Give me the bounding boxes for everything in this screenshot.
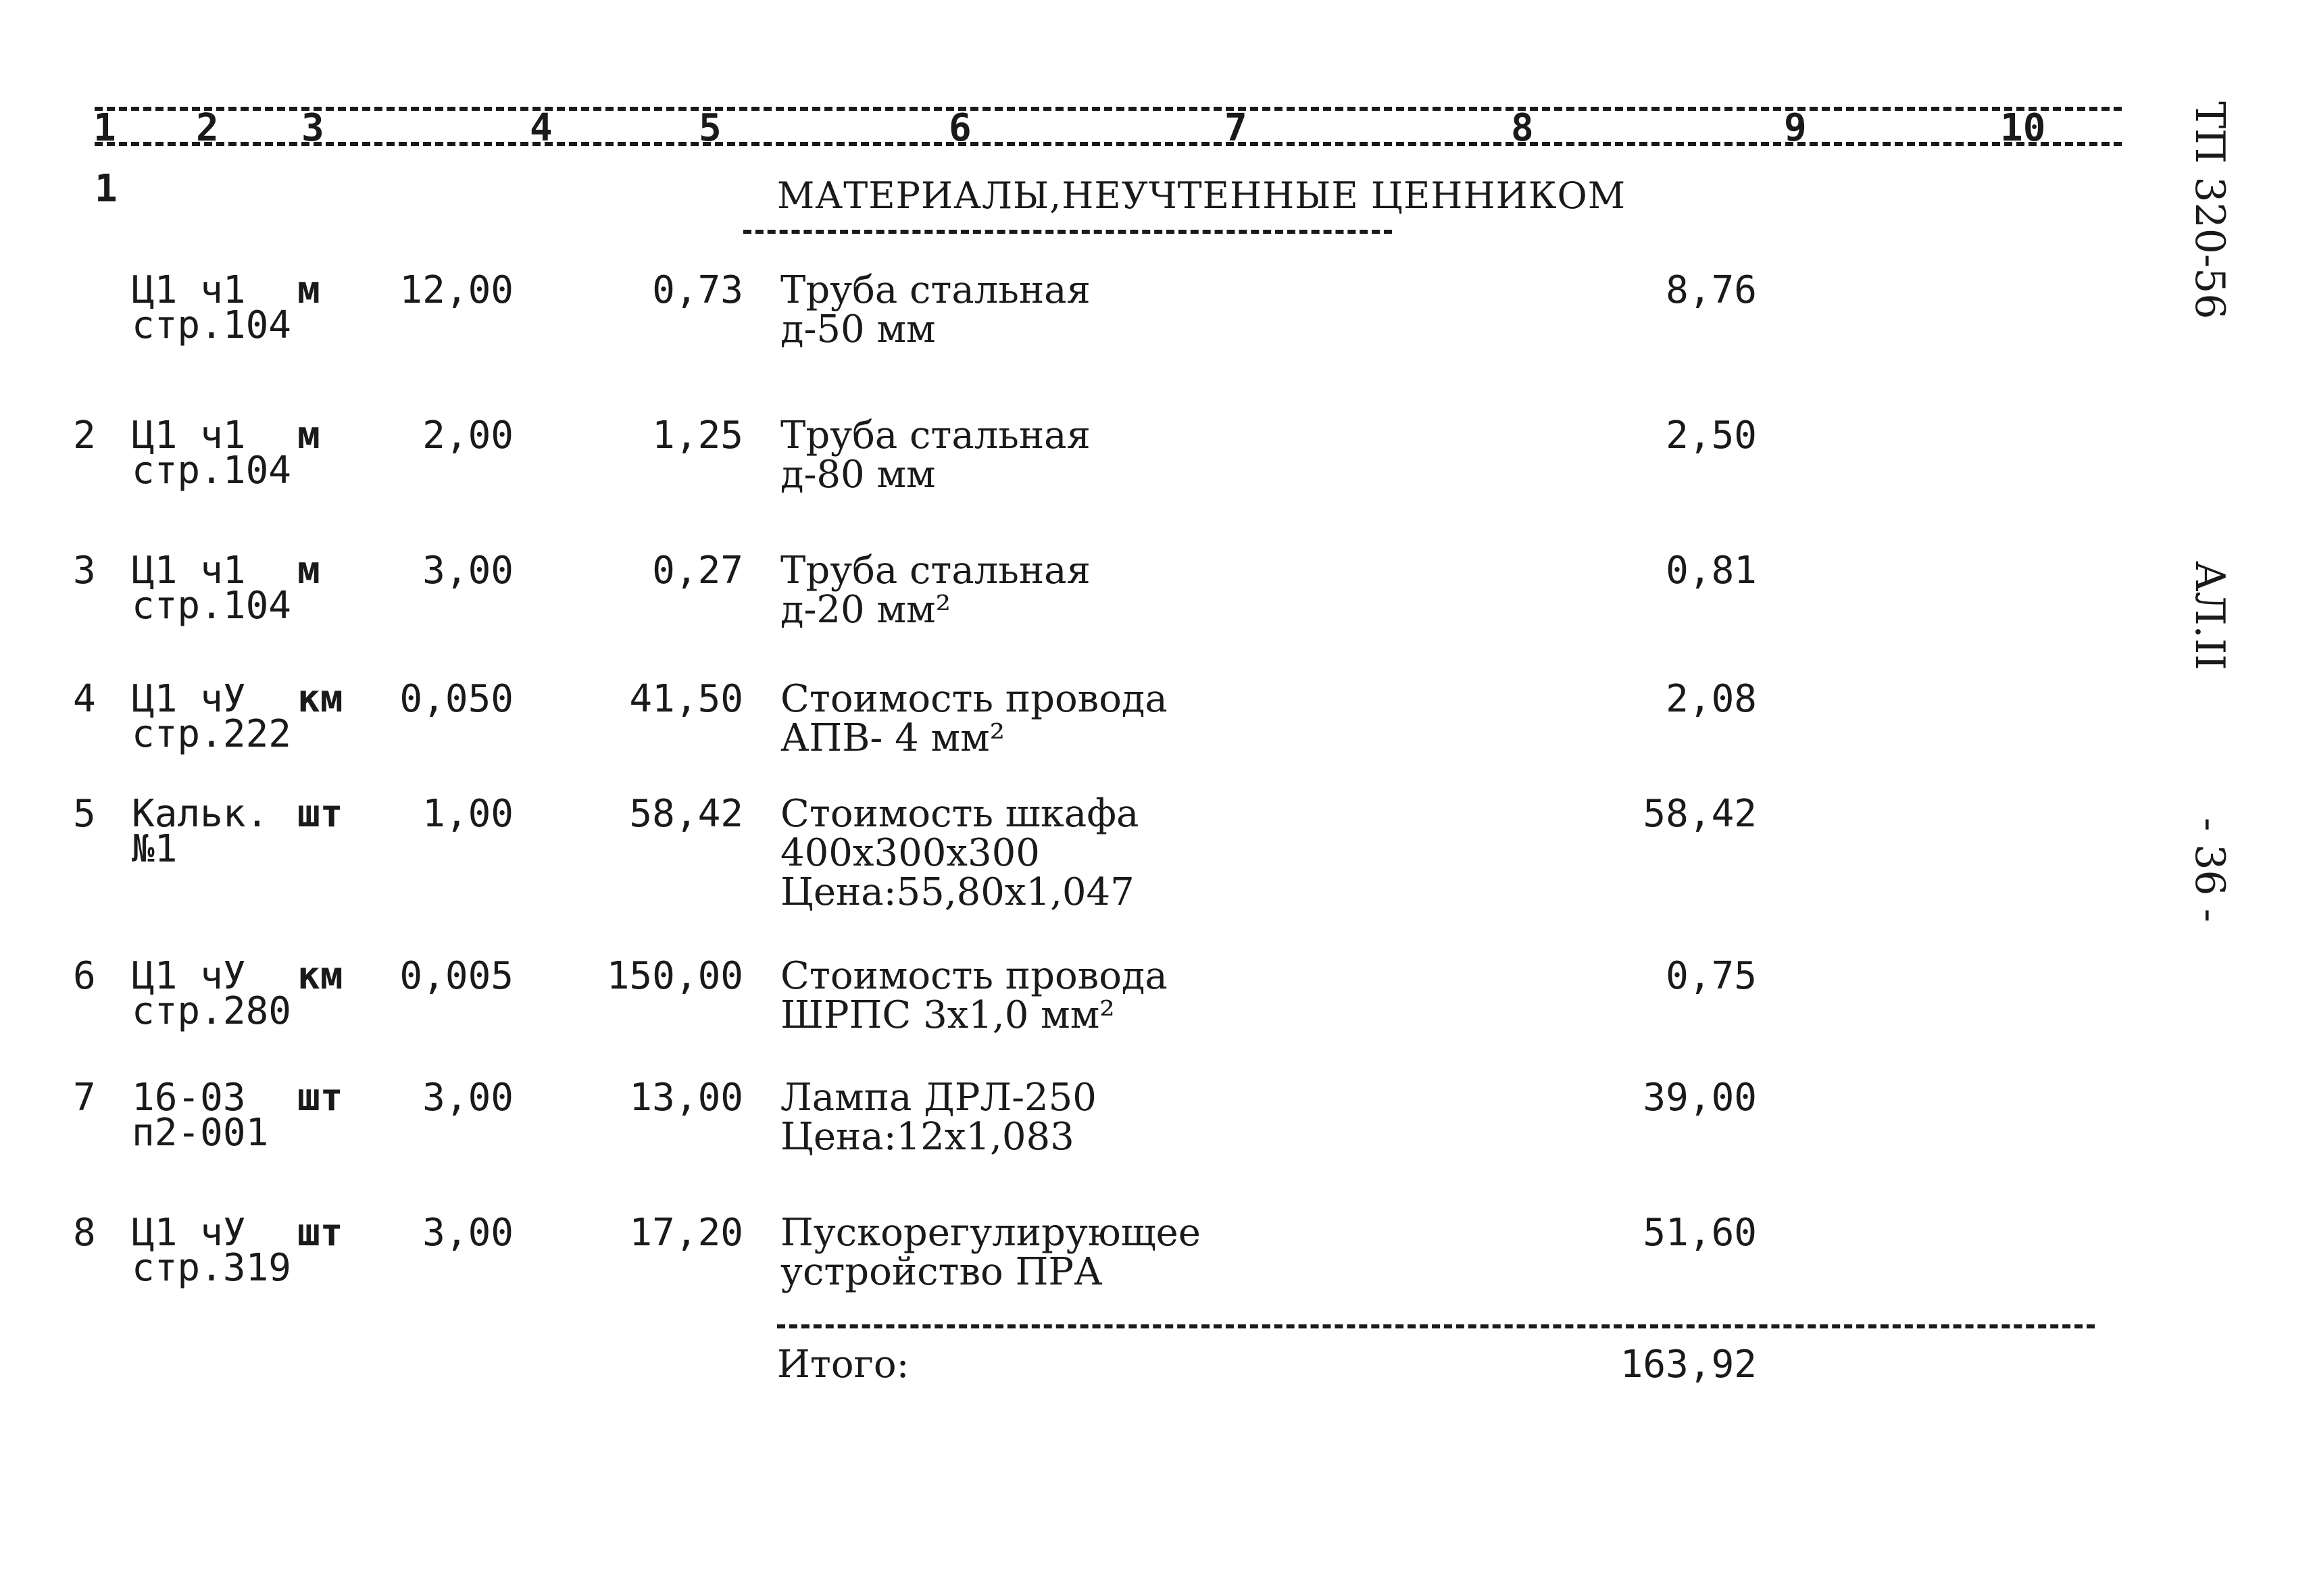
row-number: 6 [73, 954, 96, 998]
row-description-line1: Стоимость шкафа [780, 792, 1139, 836]
row-code-line2: стр.280 [132, 989, 292, 1033]
column-number: 5 [699, 106, 722, 150]
header-rule [95, 107, 2122, 111]
album-number: АЛ.II [2186, 561, 2233, 670]
row-description-line2: Цена:12x1,083 [780, 1115, 1074, 1159]
row-description-line1: Стоимость провода [780, 677, 1168, 721]
row-description-line2: д-80 мм [780, 453, 936, 497]
row-description-line1: Пускорегулирующее [780, 1211, 1201, 1255]
row-description-line1: Труба стальная [780, 414, 1091, 457]
row-total: 51,60 [1643, 1211, 1757, 1255]
row-quantity: 0,005 [399, 954, 514, 998]
totals-label: Итого: [777, 1343, 910, 1387]
row-unit: шт [297, 1076, 343, 1120]
row-description-line1: Лампа ДРЛ-250 [780, 1076, 1097, 1120]
section-number: 1 [95, 167, 118, 211]
row-description-line1: Труба стальная [780, 549, 1091, 593]
row-unit: шт [297, 792, 343, 836]
row-description-line2: 400x300x300 [780, 831, 1040, 875]
row-description-line2: ШРПС 3x1,0 мм² [780, 993, 1115, 1037]
row-total: 2,50 [1666, 414, 1757, 457]
column-number: 10 [2000, 106, 2046, 150]
row-unit: км [297, 954, 343, 998]
row-description-line1: Стоимость провода [780, 954, 1168, 998]
row-quantity: 3,00 [422, 549, 514, 593]
row-code-line2: стр.104 [132, 449, 292, 493]
column-number: 2 [196, 106, 219, 150]
section-title-underline [743, 230, 1392, 234]
column-number: 4 [530, 106, 553, 150]
row-quantity: 3,00 [422, 1211, 514, 1255]
row-number: 7 [73, 1076, 96, 1120]
row-description-line2: устройство ПРА [780, 1250, 1103, 1294]
row-description-line2: д-20 мм² [780, 588, 951, 632]
row-quantity: 0,050 [399, 677, 514, 721]
row-number: 4 [73, 677, 96, 721]
column-number: 8 [1511, 106, 1534, 150]
row-quantity: 3,00 [422, 1076, 514, 1120]
row-code-line1: Кальк. [132, 792, 269, 836]
column-number: 7 [1224, 106, 1247, 150]
row-number: 2 [73, 414, 96, 457]
row-unit: м [297, 549, 320, 593]
row-total: 8,76 [1666, 268, 1757, 312]
column-number: 3 [301, 106, 324, 150]
row-unit: км [297, 677, 343, 721]
row-unit-price: 13,00 [629, 1076, 743, 1120]
row-code-line1: Ц1 чУ [132, 1211, 246, 1255]
row-unit-price: 17,20 [629, 1211, 743, 1255]
row-description-line1: Труба стальная [780, 268, 1091, 312]
row-description-line2: д-50 мм [780, 307, 936, 351]
row-code-line2: стр.104 [132, 303, 292, 347]
row-quantity: 12,00 [399, 268, 514, 312]
column-number: 1 [93, 106, 116, 150]
row-total: 0,81 [1666, 549, 1757, 593]
totals-rule [777, 1324, 2095, 1328]
row-description-line3: Цена:55,80x1,047 [780, 870, 1135, 914]
row-unit: м [297, 268, 320, 312]
column-number: 9 [1784, 106, 1807, 150]
row-unit: м [297, 414, 320, 457]
row-code-line2: №1 [132, 827, 178, 871]
row-unit-price: 0,27 [652, 549, 743, 593]
row-unit-price: 41,50 [629, 677, 743, 721]
totals-value: 163,92 [1620, 1343, 1757, 1387]
row-unit-price: 58,42 [629, 792, 743, 836]
row-code-line1: Ц1 ч1 [132, 414, 246, 457]
row-code-line2: стр.104 [132, 584, 292, 628]
row-unit-price: 0,73 [652, 268, 743, 312]
column-number: 6 [949, 106, 972, 150]
row-code-line1: Ц1 ч1 [132, 268, 246, 312]
row-code-line2: стр.319 [132, 1246, 292, 1290]
section-title: МАТЕРИАЛЫ,НЕУЧТЕННЫЕ ЦЕННИКОМ [777, 174, 1626, 217]
row-code-line1: Ц1 чУ [132, 677, 246, 721]
row-code-line1: 16-03 [132, 1076, 246, 1120]
header-rule-lower [95, 142, 2122, 146]
row-unit-price: 1,25 [652, 414, 743, 457]
page-number: - 36 - [2186, 818, 2233, 923]
row-quantity: 1,00 [422, 792, 514, 836]
row-number: 5 [73, 792, 96, 836]
row-total: 39,00 [1643, 1076, 1757, 1120]
row-number: 3 [73, 549, 96, 593]
row-description-line2: АПВ- 4 мм² [780, 716, 1005, 760]
row-total: 0,75 [1666, 954, 1757, 998]
row-quantity: 2,00 [422, 414, 514, 457]
row-code-line2: п2-001 [132, 1111, 269, 1155]
document-code: ТП 320-56 [2186, 101, 2233, 320]
row-unit: шт [297, 1211, 343, 1255]
row-number: 8 [73, 1211, 96, 1255]
row-code-line1: Ц1 ч1 [132, 549, 246, 593]
row-total: 2,08 [1666, 677, 1757, 721]
row-unit-price: 150,00 [606, 954, 743, 998]
row-code-line1: Ц1 чУ [132, 954, 246, 998]
row-code-line2: стр.222 [132, 712, 292, 756]
row-total: 58,42 [1643, 792, 1757, 836]
